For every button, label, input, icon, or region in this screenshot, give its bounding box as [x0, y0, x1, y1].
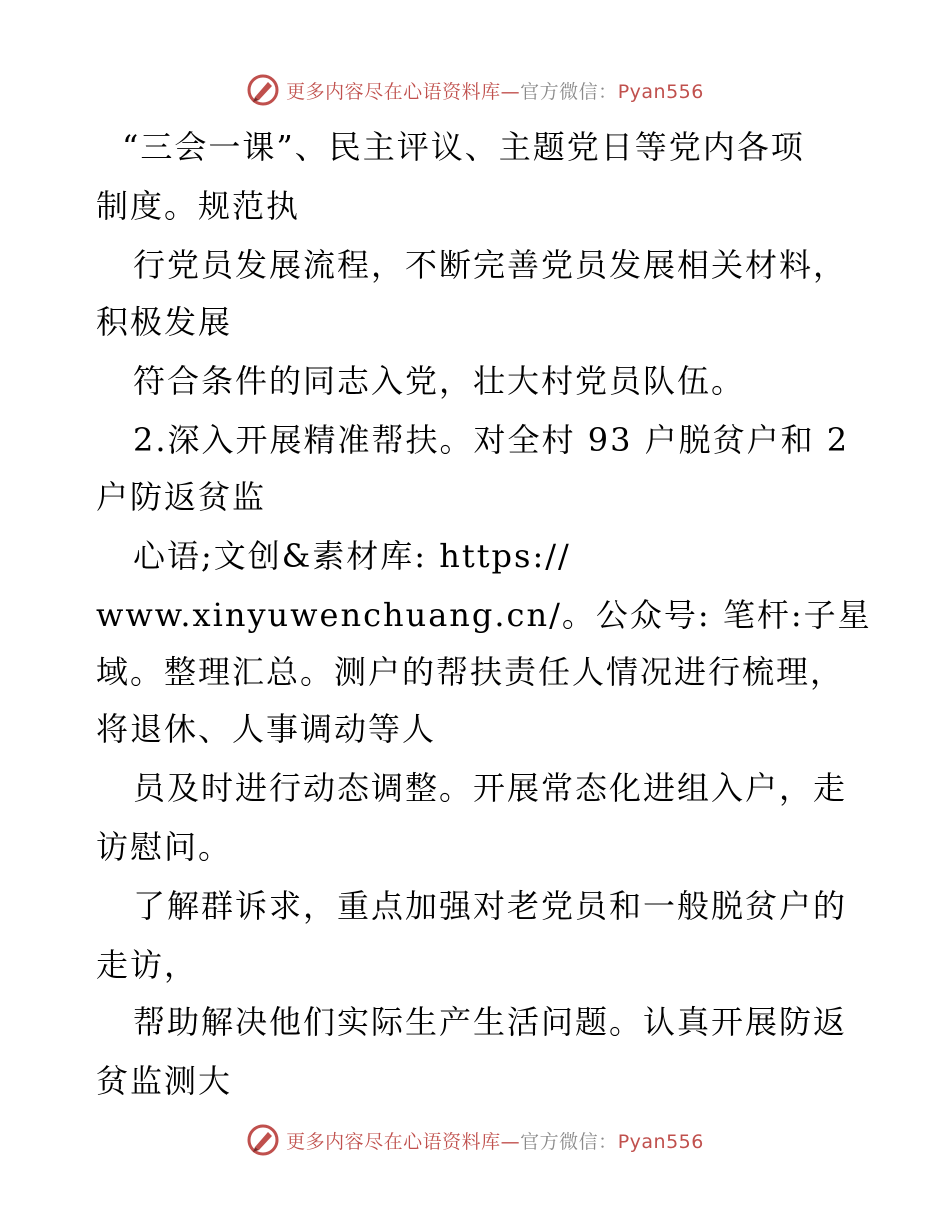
header-watermark — [0, 70, 950, 110]
watermark-text — [286, 77, 704, 104]
text-line: 员及时进行动态调整。开展常态化进组入户，走 — [133, 769, 848, 807]
watermark-wechat-id: Pyan556 — [617, 1130, 704, 1153]
pen-logo-icon — [246, 73, 280, 107]
text-line: “三会一课”、民主评议、主题党日等党内各项 — [122, 128, 805, 166]
text-line: 了解群诉求，重点加强对老党员和一般脱贫户的 — [133, 887, 848, 925]
text-line: 积极发展 — [96, 303, 233, 341]
watermark-main-text: 更多内容尽在心语资料库— — [286, 80, 521, 103]
text-line: 域。整理汇总。测户的帮扶责任人情况进行梳理， — [96, 653, 845, 691]
text-line: 贫监测大 — [96, 1062, 233, 1100]
watermark-wechat-label: 官方微信： — [520, 1130, 618, 1153]
pen-logo-icon — [246, 1123, 280, 1157]
watermark-text — [286, 1127, 704, 1154]
text-line: 心语;文创&素材库: https:// — [133, 537, 571, 575]
text-line: 帮助解决他们实际生产生活问题。认真开展防返 — [133, 1003, 848, 1041]
watermark-wechat-label: 官方微信： — [520, 80, 618, 103]
text-line: 访慰问。 — [96, 828, 233, 866]
text-line: 户防返贫监 — [96, 478, 267, 516]
text-line: 将退休、人事调动等人 — [96, 710, 437, 748]
text-line: 制度。规范执 — [96, 187, 301, 225]
watermark-main-text: 更多内容尽在心语资料库— — [286, 1130, 521, 1153]
text-line: 行党员发展流程，不断完善党员发展相关材料， — [133, 246, 848, 284]
footer-watermark — [0, 1120, 950, 1160]
watermark-wechat-id: Pyan556 — [617, 80, 704, 103]
text-line: 符合条件的同志入党，壮大村党员队伍。 — [133, 362, 746, 400]
text-line: 2.深入开展精准帮扶。对全村 93 户脱贫户和 2 — [133, 421, 850, 459]
text-line: 走访， — [96, 946, 199, 984]
text-line: www.xinyuwenchuang.cn/。公众号: 笔杆:子星 — [96, 596, 872, 634]
